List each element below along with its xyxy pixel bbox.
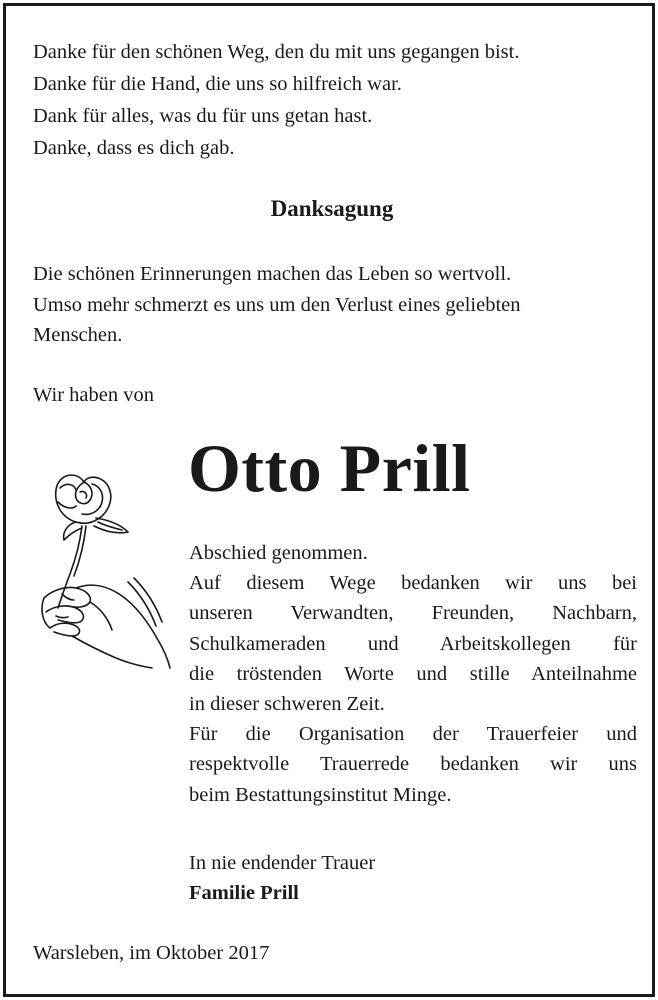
closing-phrase: In nie endender Trauer: [189, 852, 376, 874]
heading: Danksagung: [270, 196, 394, 221]
body-line: Für die Organisation der Trauerfeier und: [189, 723, 637, 746]
poem-line: Danke für die Hand, die uns so hilfreich war.: [33, 73, 402, 95]
intro-line: Umso mehr schmerzt es uns um den Verlust eines geliebten: [33, 293, 521, 316]
body-line: Auf diesem Wege bedanken wir uns bei: [189, 572, 637, 595]
poem-line: Danke für den schönen Weg, den du mit uns gegangen bist.: [33, 41, 520, 63]
body-line: beim Bestattungsinstitut Minge.: [189, 783, 452, 806]
body-paragraph: [189, 538, 637, 810]
hand-holding-rose-icon: [36, 462, 176, 672]
lead-in: Wir haben von: [33, 384, 154, 406]
body-line: die tröstenden Worte und stille Anteilnahme: [189, 662, 637, 685]
body-line: in dieser schweren Zeit.: [189, 693, 385, 716]
intro-line: Menschen.: [33, 324, 123, 346]
intro-line: Die schönen Erinnerungen machen das Leben so wertvoll.: [33, 263, 512, 285]
poem-line: Danke, dass es dich gab.: [33, 137, 235, 159]
body-line: respektvolle Trauerrede bedanken wir uns: [189, 753, 637, 776]
intro-paragraph: [33, 259, 637, 351]
obituary-notice: [3, 3, 655, 997]
body-line: Schulkameraden und Arbeitskollegen für: [189, 632, 637, 655]
body-line: unseren Verwandten, Freunden, Nachbarn,: [189, 602, 637, 625]
place-date: Warsleben, im Oktober 2017: [33, 942, 270, 964]
poem: [33, 36, 519, 164]
signature: Familie Prill: [189, 882, 299, 904]
body-line: Abschied genommen.: [189, 542, 368, 564]
deceased-name: Otto Prill: [188, 430, 471, 506]
poem-line: Dank für alles, was du für uns getan hast.: [33, 105, 373, 127]
